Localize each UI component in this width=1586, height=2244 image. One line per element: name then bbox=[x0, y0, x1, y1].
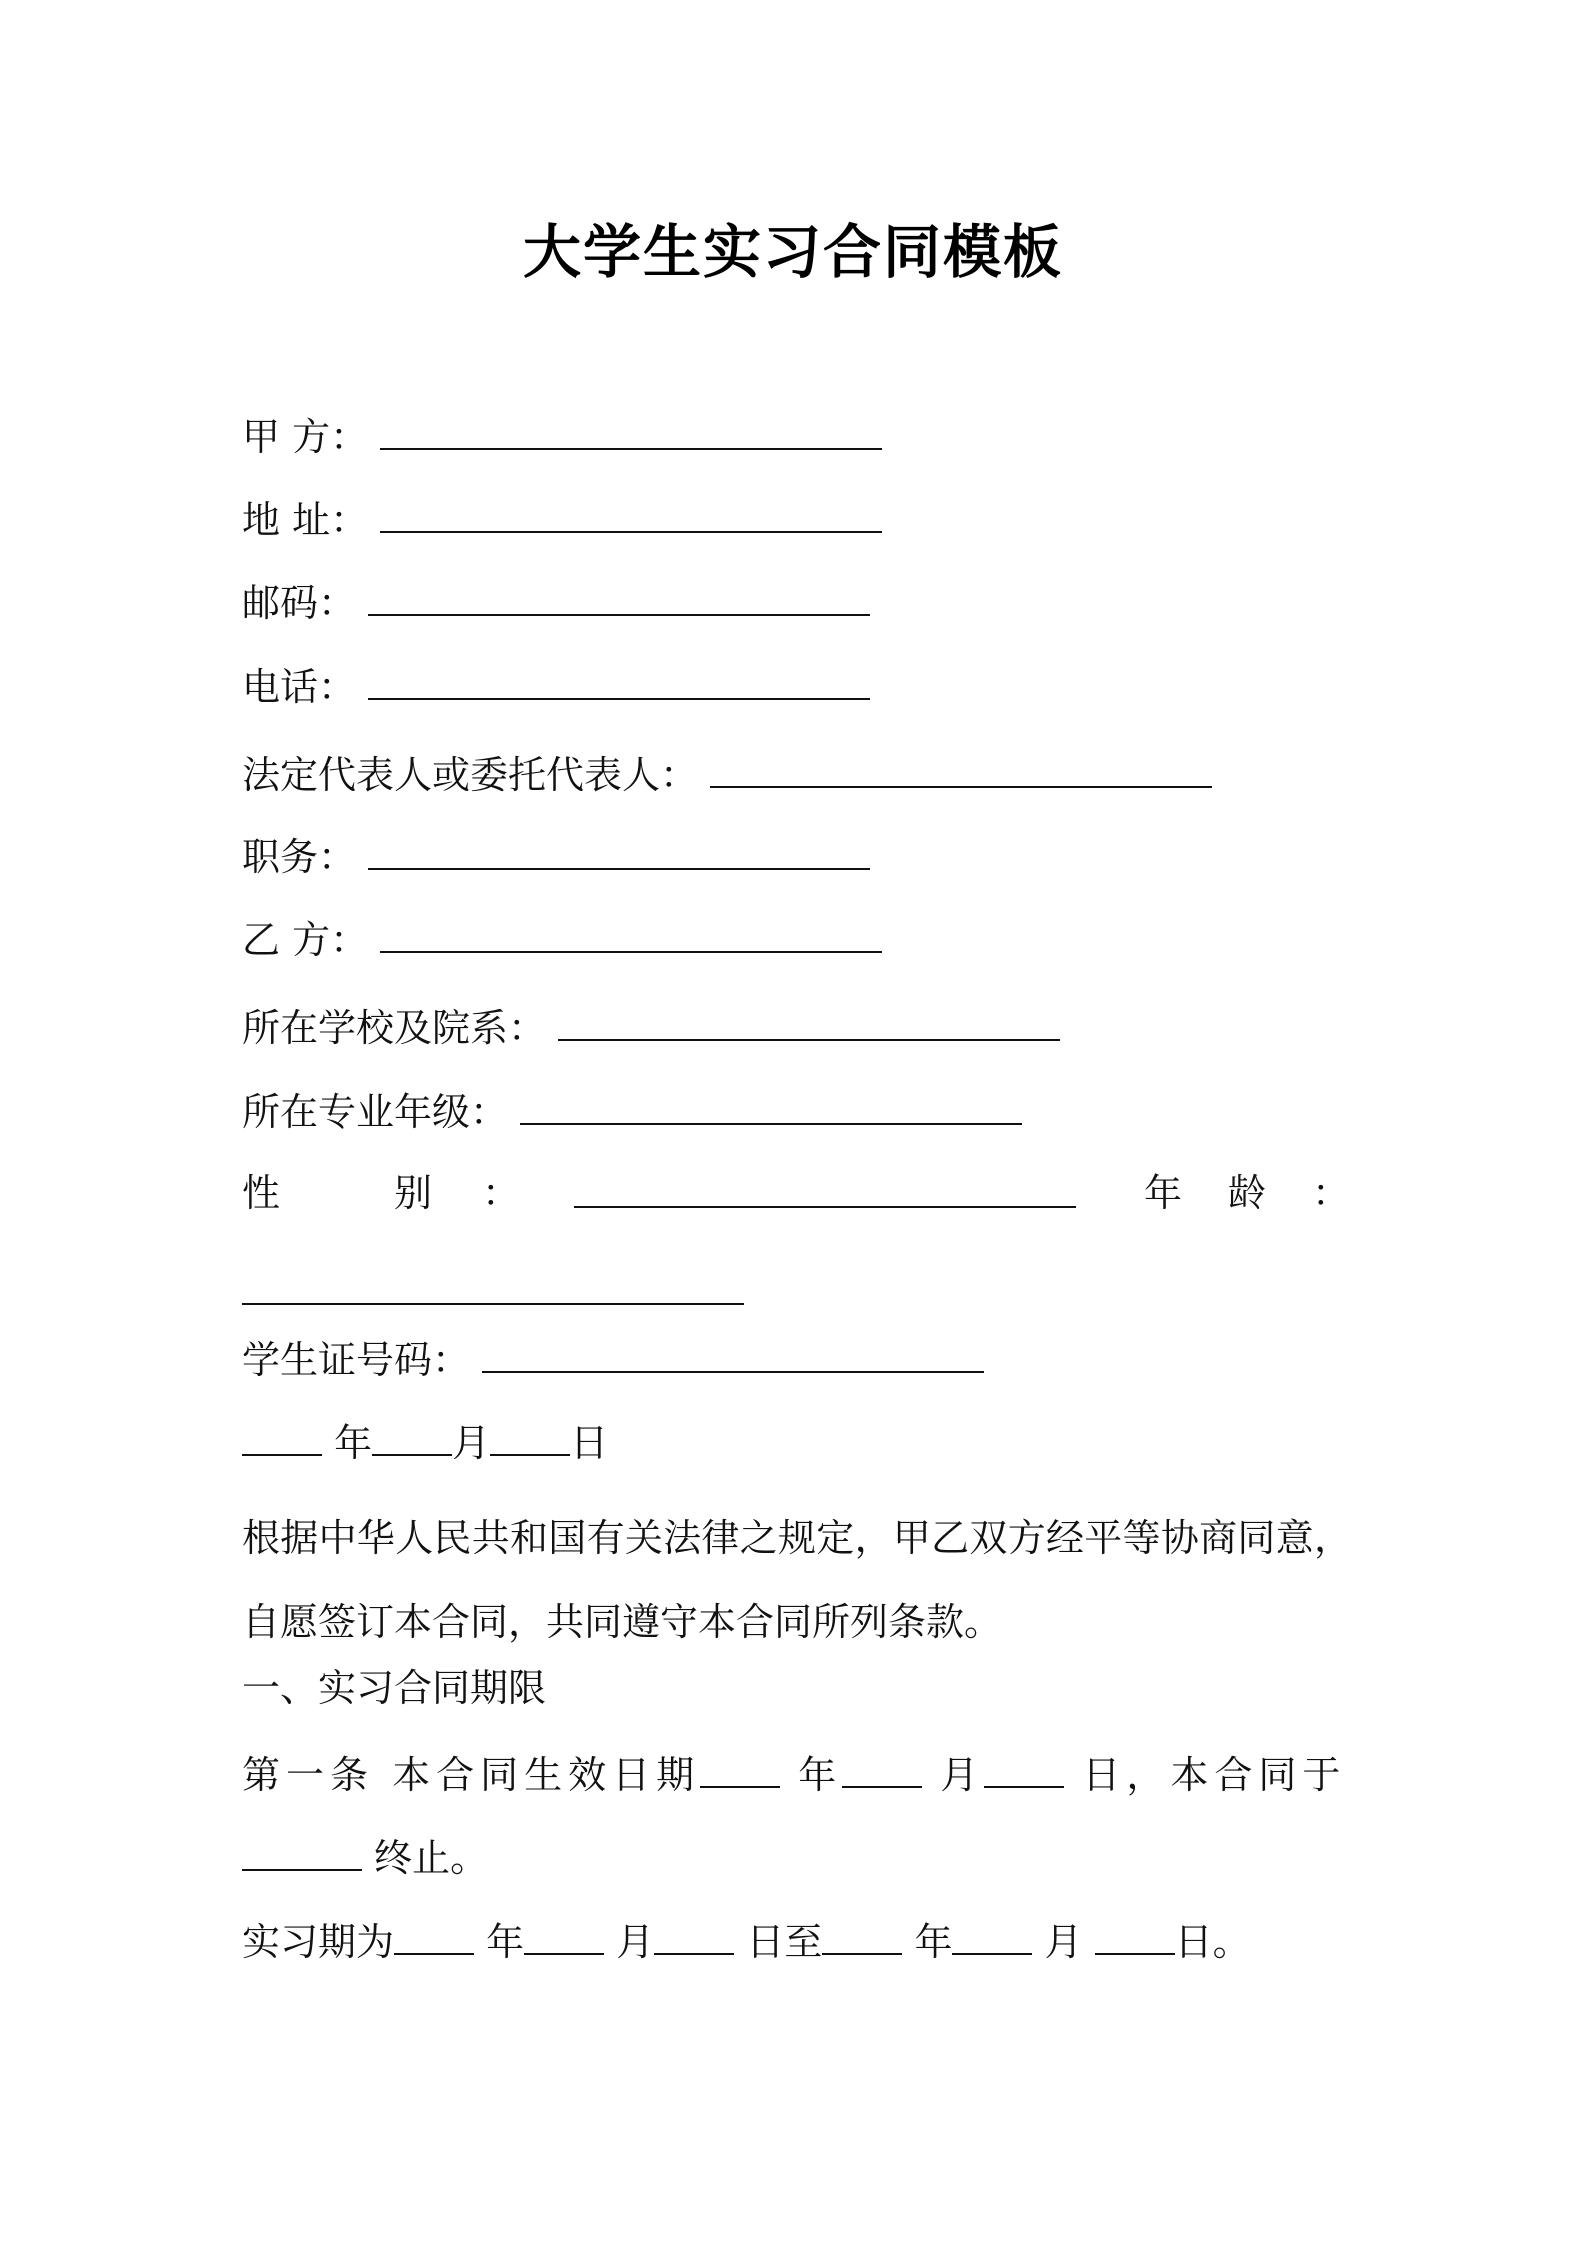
date-day-label: 日 bbox=[570, 1421, 609, 1465]
article1-day-field[interactable] bbox=[984, 1750, 1064, 1788]
date-year-field[interactable] bbox=[242, 1418, 322, 1456]
party-a-position-field[interactable] bbox=[368, 832, 870, 870]
party-b-student-id-row bbox=[242, 1335, 984, 1383]
party-a-position-label: 职务： bbox=[242, 835, 357, 879]
party-a-rep-row bbox=[242, 750, 1212, 798]
party-b-name-field[interactable] bbox=[380, 915, 882, 953]
party-a-name-label: 甲 方： bbox=[242, 415, 369, 459]
article1-end-date-field[interactable] bbox=[242, 1833, 362, 1871]
section1-heading: 一、实习合同期限 bbox=[242, 1666, 547, 1710]
age-label-char1: 年 bbox=[1144, 1171, 1183, 1215]
party-b-school-row bbox=[242, 1003, 1060, 1051]
gender-label-char2: 别 bbox=[394, 1171, 433, 1215]
party-b-school-label: 所在学校及院系： bbox=[242, 1006, 547, 1050]
party-a-address-field[interactable] bbox=[380, 495, 882, 533]
article1-month-field[interactable] bbox=[842, 1750, 922, 1788]
party-b-major-row bbox=[242, 1087, 1022, 1135]
party-a-postcode-row bbox=[242, 578, 870, 626]
date-row bbox=[242, 1418, 608, 1466]
date-day-field[interactable] bbox=[490, 1418, 570, 1456]
party-a-rep-label: 法定代表人或委托代表人： bbox=[242, 753, 699, 797]
party-b-school-field[interactable] bbox=[558, 1003, 1060, 1041]
party-b-age-field-row bbox=[242, 1267, 744, 1315]
period-start-day-field[interactable] bbox=[654, 1917, 734, 1955]
party-b-age-field[interactable] bbox=[242, 1267, 744, 1305]
document-title: 大学生实习合同模板 bbox=[522, 218, 1063, 286]
party-a-address-label: 地 址： bbox=[242, 498, 369, 542]
article1-end-label: 终止。 bbox=[374, 1836, 489, 1880]
party-a-phone-label: 电话： bbox=[242, 665, 357, 709]
date-month-field[interactable] bbox=[372, 1418, 452, 1456]
party-a-phone-row bbox=[242, 662, 870, 710]
party-b-major-label: 所在专业年级： bbox=[242, 1090, 509, 1134]
period-end-month-label: 月 bbox=[1044, 1920, 1083, 1964]
age-label-colon: ： bbox=[1312, 1171, 1351, 1215]
party-b-gender-age-row bbox=[242, 1170, 1351, 1216]
period-start-year-field[interactable] bbox=[394, 1917, 474, 1955]
party-a-name-field[interactable] bbox=[380, 412, 882, 450]
party-a-phone-field[interactable] bbox=[368, 662, 870, 700]
party-b-student-id-label: 学生证号码： bbox=[242, 1338, 471, 1382]
period-start-year-label: 年 bbox=[486, 1920, 525, 1964]
period-start-month-field[interactable] bbox=[524, 1917, 604, 1955]
date-year-label: 年 bbox=[334, 1421, 373, 1465]
article1-end-row bbox=[242, 1833, 488, 1881]
preamble-paragraph: 根据中华人民共和国有关法律之规定，甲乙双方经平等协商同意，自愿签订本合同，共同遵守本合同所列条款。 bbox=[242, 1516, 1352, 1644]
party-b-name-row bbox=[242, 915, 882, 963]
party-b-gender-field[interactable] bbox=[574, 1170, 1076, 1208]
period-end-day-field[interactable] bbox=[1095, 1917, 1175, 1955]
period-start-month-label: 月 bbox=[616, 1920, 655, 1964]
gender-label-char1: 性 bbox=[242, 1171, 281, 1215]
party-b-student-id-field[interactable] bbox=[482, 1335, 984, 1373]
party-b-name-label: 乙 方： bbox=[242, 918, 369, 962]
party-a-rep-field[interactable] bbox=[710, 750, 1212, 788]
age-label-char2: 龄 bbox=[1228, 1171, 1267, 1215]
gender-label-colon: ： bbox=[482, 1171, 521, 1215]
party-a-postcode-field[interactable] bbox=[368, 578, 870, 616]
article1-prefix: 第一条 本合同生效日期 bbox=[242, 1753, 701, 1797]
article1-day-label: 日，本合同于 bbox=[1082, 1753, 1347, 1797]
party-a-address-row bbox=[242, 495, 882, 543]
date-month-label: 月 bbox=[452, 1421, 491, 1465]
period-end-day-label: 日。 bbox=[1174, 1920, 1251, 1964]
party-a-postcode-label: 邮码： bbox=[242, 581, 357, 625]
period-end-year-field[interactable] bbox=[822, 1917, 902, 1955]
article1-year-label: 年 bbox=[798, 1753, 843, 1797]
party-a-name-row bbox=[242, 412, 882, 460]
period-end-year-label: 年 bbox=[914, 1920, 953, 1964]
article1-row bbox=[242, 1750, 1346, 1798]
party-a-position-row bbox=[242, 832, 870, 880]
article1-year-field[interactable] bbox=[700, 1750, 780, 1788]
article1-month-label: 月 bbox=[940, 1753, 985, 1797]
internship-period-row bbox=[242, 1917, 1251, 1965]
period-day-to-label: 日至 bbox=[746, 1920, 823, 1964]
period-prefix: 实习期为 bbox=[242, 1920, 395, 1964]
period-end-month-field[interactable] bbox=[952, 1917, 1032, 1955]
party-b-major-field[interactable] bbox=[520, 1087, 1022, 1125]
